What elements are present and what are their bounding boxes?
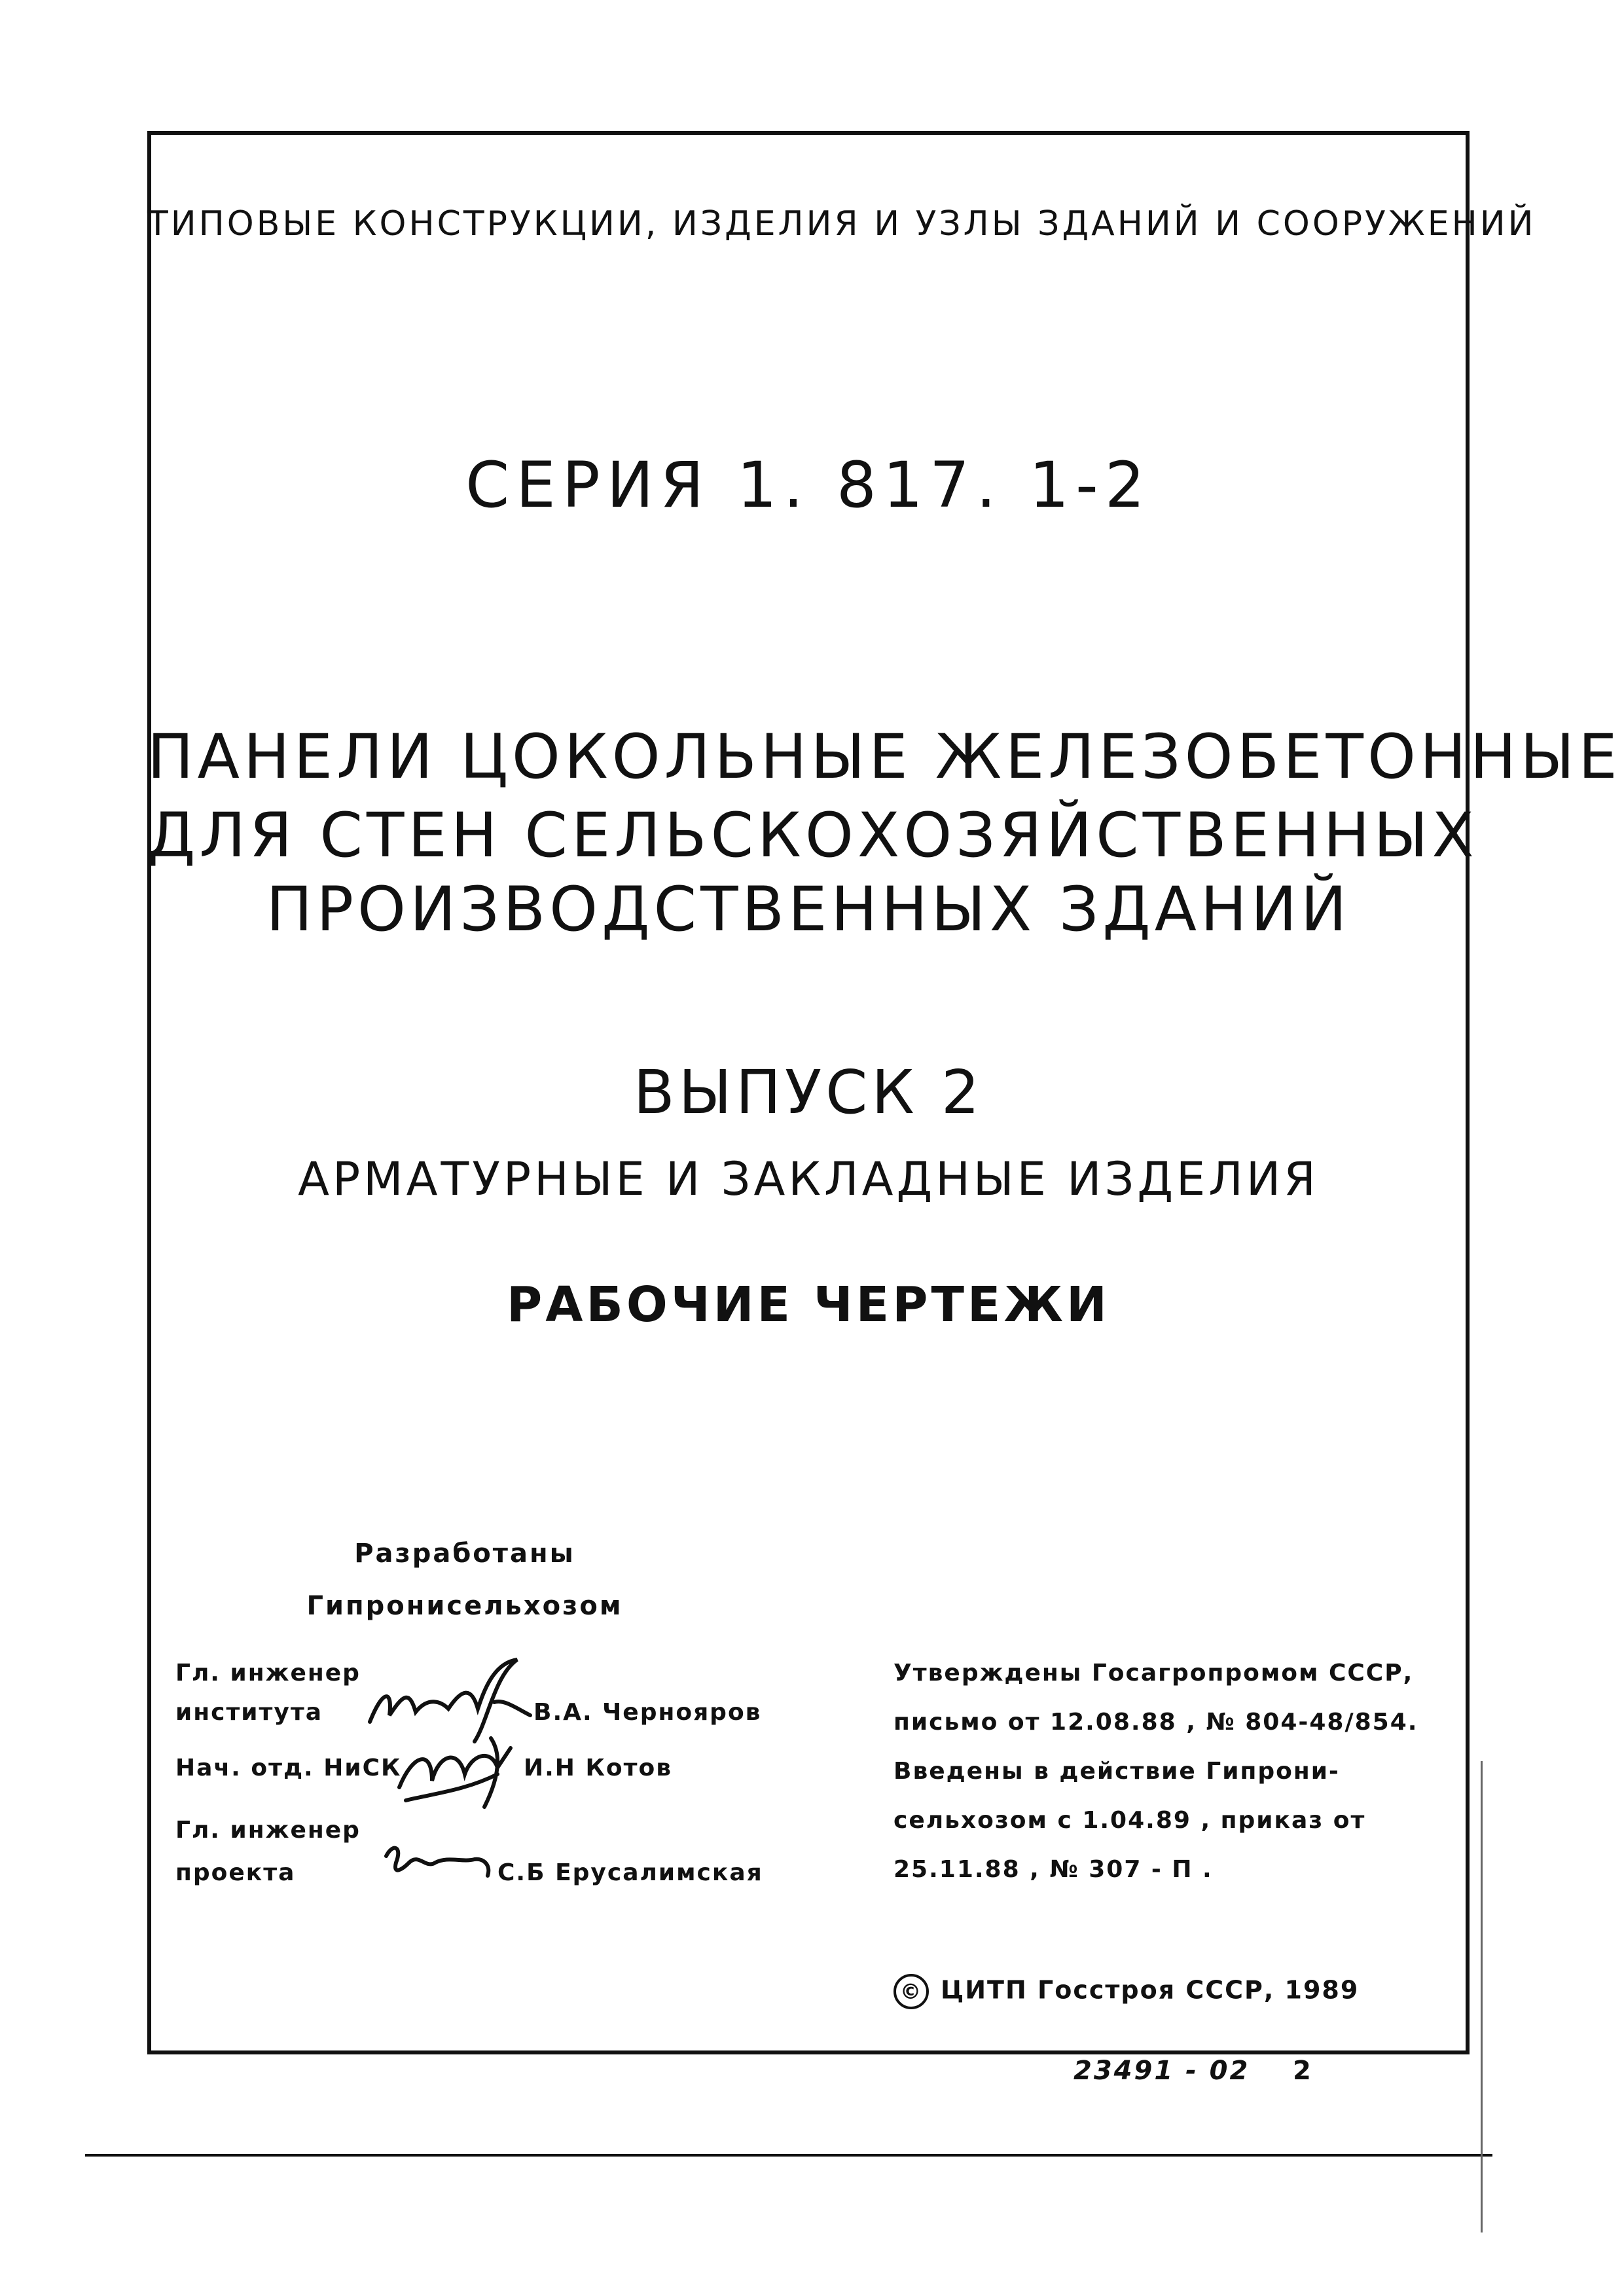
chief-engineer-title-1: Гл. инженер bbox=[175, 1660, 361, 1686]
head-dept-name: И.Н Котов bbox=[524, 1755, 673, 1781]
chief-engineer-name: В.А. Чернояров bbox=[533, 1699, 762, 1726]
right-edge-mark bbox=[1481, 1761, 1483, 2232]
head-dept-title: Нач. отд. НиСК bbox=[175, 1755, 402, 1781]
bottom-rule bbox=[85, 2154, 1492, 2157]
title-line-2: ДЛЯ СТЕН СЕЛЬСКОХОЗЯЙСТВЕННЫХ bbox=[147, 800, 1478, 871]
copyright-line bbox=[893, 1974, 1359, 2009]
document-kind: РАБОЧИЕ ЧЕРТЕЖИ bbox=[507, 1277, 1110, 1333]
page-number: 2 bbox=[1293, 2056, 1311, 2086]
project-engineer-title-1: Гл. инженер bbox=[175, 1817, 361, 1844]
title-line-1: ПАНЕЛИ ЦОКОЛЬНЫЕ ЖЕЛЕЗОБЕТОННЫЕ bbox=[147, 721, 1621, 793]
collection-heading: ТИПОВЫЕ КОНСТРУКЦИИ, ИЗДЕЛИЯ И УЗЛЫ ЗДАНИЙ И СООРУЖЕНИЙ bbox=[147, 204, 1536, 244]
issue-number: ВЫПУСК 2 bbox=[633, 1057, 984, 1127]
signature-kotov bbox=[386, 1728, 530, 1820]
approval-line-2: письмо от 12.08.88 , № 804-48/854. bbox=[893, 1709, 1418, 1736]
developed-by-label: Разработаны bbox=[354, 1539, 575, 1569]
copyright-symbol: © bbox=[893, 1974, 929, 2009]
approval-line-3: Введены в действие Гипрони- bbox=[893, 1758, 1340, 1785]
chief-engineer-title-2: института bbox=[175, 1699, 323, 1726]
signature-erusalimskaya bbox=[376, 1840, 501, 1892]
approval-line-1: Утверждены Госагропромом СССР, bbox=[893, 1660, 1414, 1686]
developer-organization: Гипронисельхозом bbox=[306, 1591, 623, 1621]
project-engineer-name: С.Б Ерусалимская bbox=[497, 1859, 763, 1886]
approval-line-5: 25.11.88 , № 307 - П . bbox=[893, 1856, 1213, 1883]
document-number: 23491 - 02 bbox=[1074, 2056, 1250, 2086]
copyright-text: ЦИТП Госстроя СССР, 1989 bbox=[941, 1975, 1360, 2005]
project-engineer-title-2: проекта bbox=[175, 1859, 296, 1886]
issue-subtitle: АРМАТУРНЫЕ И ЗАКЛАДНЫЕ ИЗДЕЛИЯ bbox=[298, 1152, 1319, 1206]
series-number: СЕРИЯ 1. 817. 1-2 bbox=[465, 448, 1151, 522]
approval-line-4: сельхозом с 1.04.89 , приказ от bbox=[893, 1807, 1366, 1834]
title-line-3: ПРОИЗВОДСТВЕННЫХ ЗДАНИЙ bbox=[266, 874, 1351, 945]
